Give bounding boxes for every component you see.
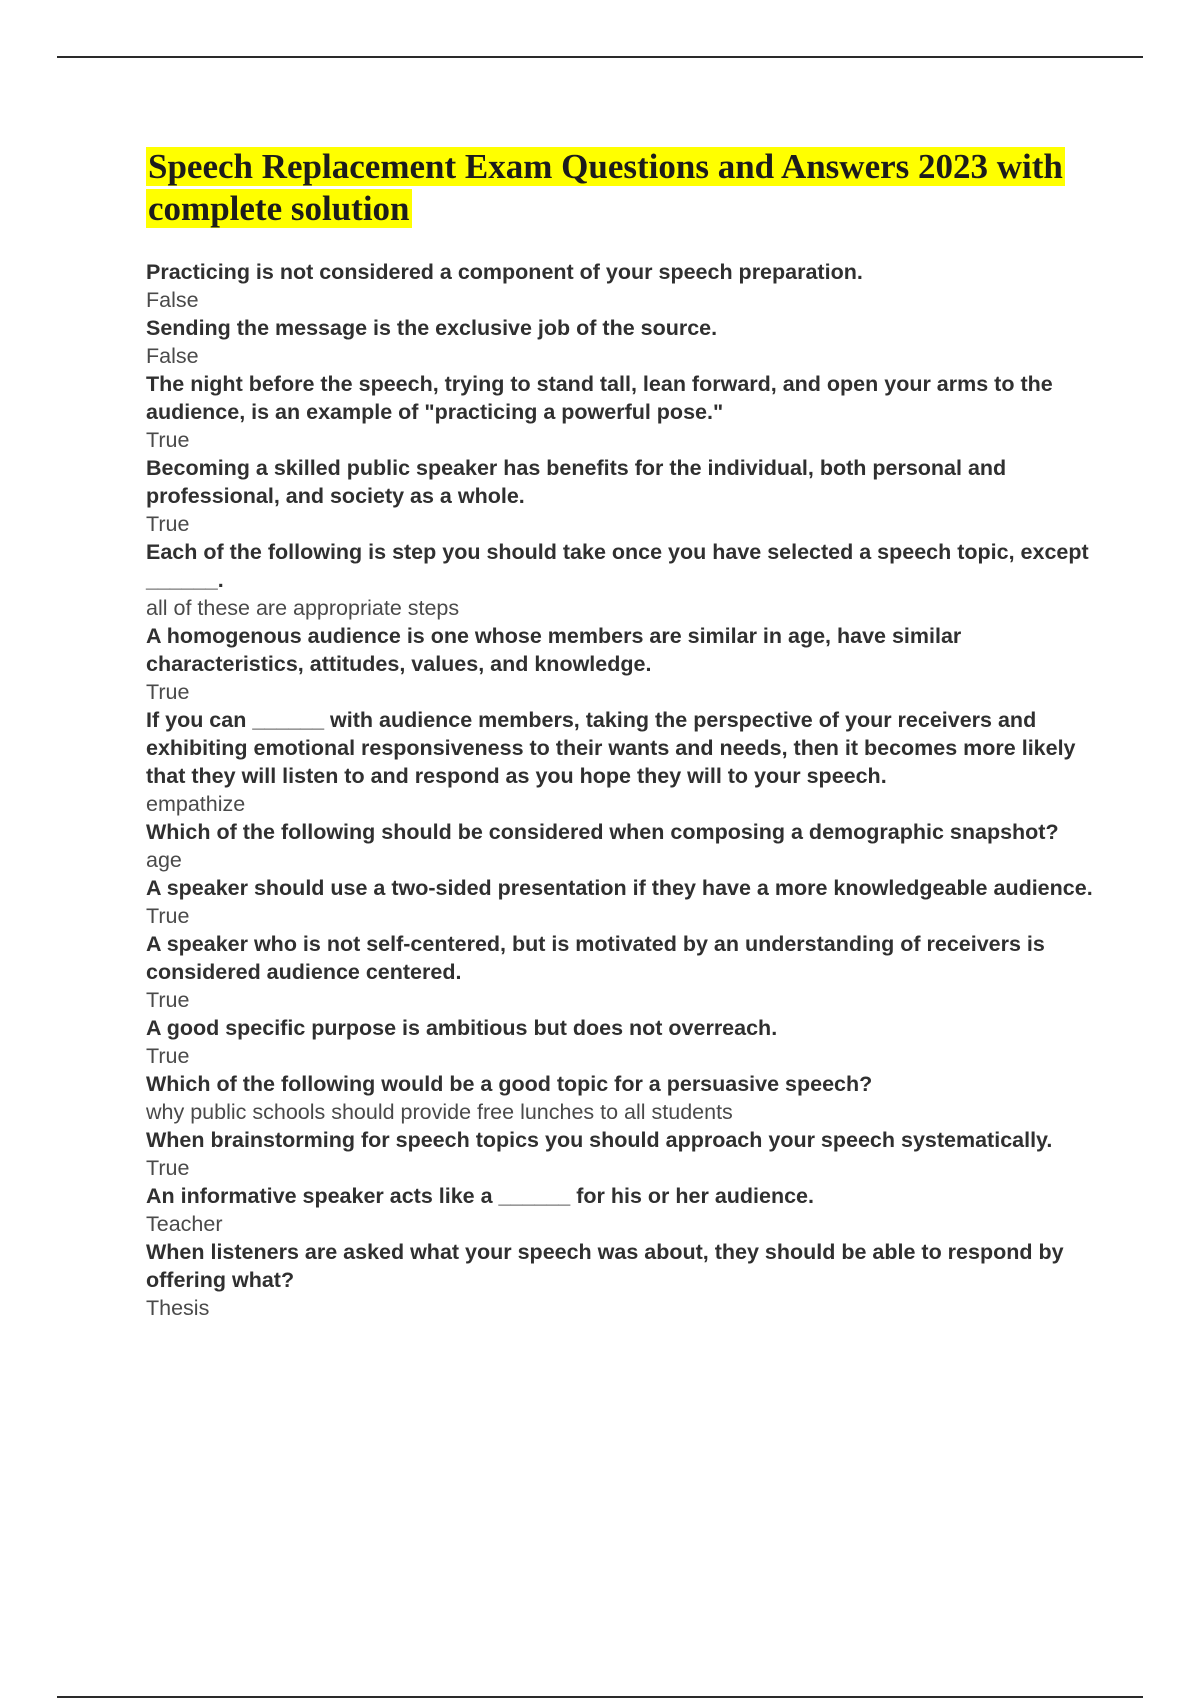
answer-text: Teacher xyxy=(146,1212,223,1236)
qa-list xyxy=(146,258,1106,1322)
qa-item xyxy=(146,874,1106,930)
question-text: When brainstorming for speech topics you should approach your speech systematically. xyxy=(146,1128,1053,1152)
question-text: Practicing is not considered a component of your speech preparation. xyxy=(146,260,863,284)
answer-text: True xyxy=(146,1044,190,1068)
qa-item xyxy=(146,1014,1106,1070)
question-text: A speaker who is not self-centered, but is motivated by an understanding of receivers is considered audience centered. xyxy=(146,932,1045,984)
question-text: The night before the speech, trying to stand tall, lean forward, and open your arms to the audience, is an example of "practicing a powerful pose." xyxy=(146,372,1053,424)
qa-item xyxy=(146,258,1106,314)
answer-text: False xyxy=(146,344,199,368)
document-title-text: Speech Replacement Exam Questions and Answers 2023 with complete solution xyxy=(148,147,1063,228)
question-text: Becoming a skilled public speaker has benefits for the individual, both personal and professional, and society as a whole. xyxy=(146,456,1007,508)
question-text: A speaker should use a two-sided presentation if they have a more knowledgeable audience. xyxy=(146,876,1093,900)
bottom-rule xyxy=(57,1696,1143,1698)
qa-item xyxy=(146,818,1106,874)
top-rule xyxy=(57,56,1143,58)
question-text: Sending the message is the exclusive job of the source. xyxy=(146,316,718,340)
qa-item xyxy=(146,930,1106,1014)
qa-item xyxy=(146,538,1106,622)
qa-item xyxy=(146,1070,1106,1126)
document-title xyxy=(146,146,1106,230)
answer-text: age xyxy=(146,848,182,872)
question-text: A homogenous audience is one whose members are similar in age, have similar characteristics, attitudes, values, and knowledge. xyxy=(146,624,962,676)
qa-item xyxy=(146,454,1106,538)
answer-text: all of these are appropriate steps xyxy=(146,596,460,620)
answer-text: True xyxy=(146,1156,190,1180)
answer-text: True xyxy=(146,428,190,452)
question-text: Each of the following is step you should take once you have selected a speech topic, except ______. xyxy=(146,540,1089,592)
answer-text: empathize xyxy=(146,792,246,816)
document-body xyxy=(146,146,1106,1322)
question-text: A good specific purpose is ambitious but does not overreach. xyxy=(146,1016,778,1040)
qa-item xyxy=(146,314,1106,370)
answer-text: why public schools should provide free lunches to all students xyxy=(146,1100,733,1124)
question-text: Which of the following should be considered when composing a demographic snapshot? xyxy=(146,820,1059,844)
qa-item xyxy=(146,1126,1106,1182)
answer-text: True xyxy=(146,904,190,928)
answer-text: True xyxy=(146,512,190,536)
answer-text: Thesis xyxy=(146,1296,210,1320)
qa-item xyxy=(146,1182,1106,1238)
question-text: If you can ______ with audience members, taking the perspective of your receivers and exhibiting emotional responsiveness to their wants and needs, then it becomes more likely that they will listen to and respond as you hope they will to your speech. xyxy=(146,708,1076,788)
qa-item xyxy=(146,370,1106,454)
question-text: An informative speaker acts like a ______ for his or her audience. xyxy=(146,1184,814,1208)
question-text: When listeners are asked what your speech was about, they should be able to respond by offering what? xyxy=(146,1240,1064,1292)
qa-item xyxy=(146,706,1106,818)
qa-item xyxy=(146,622,1106,706)
answer-text: True xyxy=(146,988,190,1012)
question-text: Which of the following would be a good topic for a persuasive speech? xyxy=(146,1072,873,1096)
answer-text: False xyxy=(146,288,199,312)
answer-text: True xyxy=(146,680,190,704)
qa-item xyxy=(146,1238,1106,1322)
